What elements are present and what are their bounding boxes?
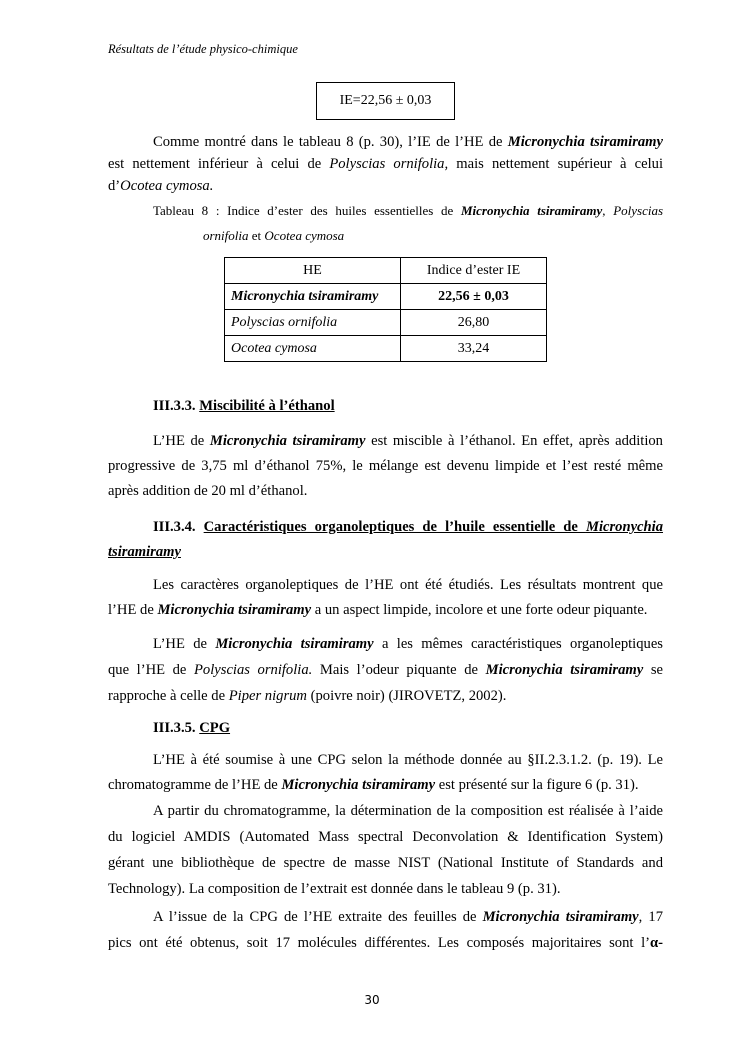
text-line: d’Ocotea cymosa. (108, 178, 214, 194)
table-row (225, 336, 547, 362)
ester-index-formula-box: IE=22,56 ± 0,03 (316, 82, 455, 120)
text-line: L’HE de Micronychia tsiramiramy a les mêmes caractéristiques organoleptiques (153, 636, 663, 652)
text-line: chromatogramme de l’HE de Micronychia tsiramiramy est présenté sur la figure 6 (p. 31). (108, 777, 639, 793)
paragraph-organoleptic-1 (108, 573, 663, 623)
running-header: Résultats de l’étude physico-chimique (108, 42, 298, 56)
section-heading-organoleptic (108, 515, 663, 565)
species-cell: Ocotea cymosa (225, 336, 401, 362)
text-line: du logiciel AMDIS (Automated Mass spectral Deconvolation & Identification System) (108, 829, 663, 845)
text-line: A partir du chromatogramme, la détermination de la composition est réalisée à l’aide (153, 803, 663, 819)
text-line: est nettement inférieur à celui de Polyscias ornifolia, mais nettement supérieur à celui (108, 156, 663, 172)
caption-line: Tableau 8 : Indice d’ester des huiles essentielles de Micronychia tsiramiramy, Polyscias (153, 203, 664, 218)
section-heading-miscibility: III.3.3. Miscibilité à l’éthanol (153, 398, 335, 414)
text-line: A l’issue de la CPG de l’HE extraite des feuilles de Micronychia tsiramiramy, 17 (153, 909, 664, 925)
heading-line: tsiramiramy (108, 544, 181, 560)
paragraph-comparison (108, 131, 663, 197)
value-cell: 33,24 (401, 336, 547, 362)
text-line: pics ont été obtenus, soit 17 molécules différentes. Les composés majoritaires sont l’α- (108, 935, 663, 951)
text-line: L’HE à été soumise à une CPG selon la méthode donnée au §II.2.3.1.2. (p. 19). Le (153, 752, 663, 768)
text-line: L’HE de Micronychia tsiramiramy est miscible à l’éthanol. En effet, après addition (153, 433, 663, 449)
text-line: Comme montré dans le tableau 8 (p. 30), l’IE de l’HE de Micronychia tsiramiramy (153, 134, 663, 150)
species-cell: Micronychia tsiramiramy (225, 284, 401, 310)
species-cell: Polyscias ornifolia (225, 310, 401, 336)
text-line: progressive de 3,75 ml d’éthanol 75%, le mélange est devenu limpide et l’est resté même (108, 458, 663, 474)
text-line: que l’HE de Polyscias ornifolia. Mais l’odeur piquante de Micronychia tsiramiramy se (108, 662, 663, 678)
value-cell: 26,80 (401, 310, 547, 336)
table-row (225, 310, 547, 336)
text-line: rapproche à celle de Piper nigrum (poivre noir) (JIROVETZ, 2002). (108, 688, 507, 704)
paragraph-cpg-2 (108, 798, 663, 902)
value-cell: 22,56 ± 0,03 (401, 284, 547, 310)
text-line: après addition de 20 ml d’éthanol. (108, 483, 308, 499)
column-header-he: HE (225, 258, 401, 284)
page-number: 30 (364, 993, 380, 1007)
table-row (225, 284, 547, 310)
ester-index-table (224, 257, 547, 362)
paragraph-miscibility (108, 429, 663, 504)
text-line: l’HE de Micronychia tsiramiramy a un aspect limpide, incolore et une forte odeur piquante. (108, 602, 648, 618)
text-line: Les caractères organoleptiques de l’HE ont été étudiés. Les résultats montrent que (153, 577, 663, 593)
column-header-ester-index: Indice d’ester IE (401, 258, 547, 284)
section-heading-cpg: III.3.5. CPG (153, 720, 231, 736)
heading-line: III.3.4. Caractéristiques organoleptiques de l’huile essentielle de Micronychia (153, 519, 663, 535)
text-line: gérant une bibliothèque de spectre de masse NIST (National Institute of Standards and (108, 855, 663, 871)
caption-line: ornifolia et Ocotea cymosa (203, 228, 345, 243)
paragraph-cpg-3 (108, 904, 663, 956)
text-line: Technology). La composition de l’extrait est donnée dans le tableau 9 (p. 31). (108, 881, 561, 897)
paragraph-organoleptic-2 (108, 631, 663, 709)
paragraph-cpg-1 (108, 748, 663, 798)
table-8-caption (153, 198, 663, 248)
table-header-row (225, 258, 547, 284)
